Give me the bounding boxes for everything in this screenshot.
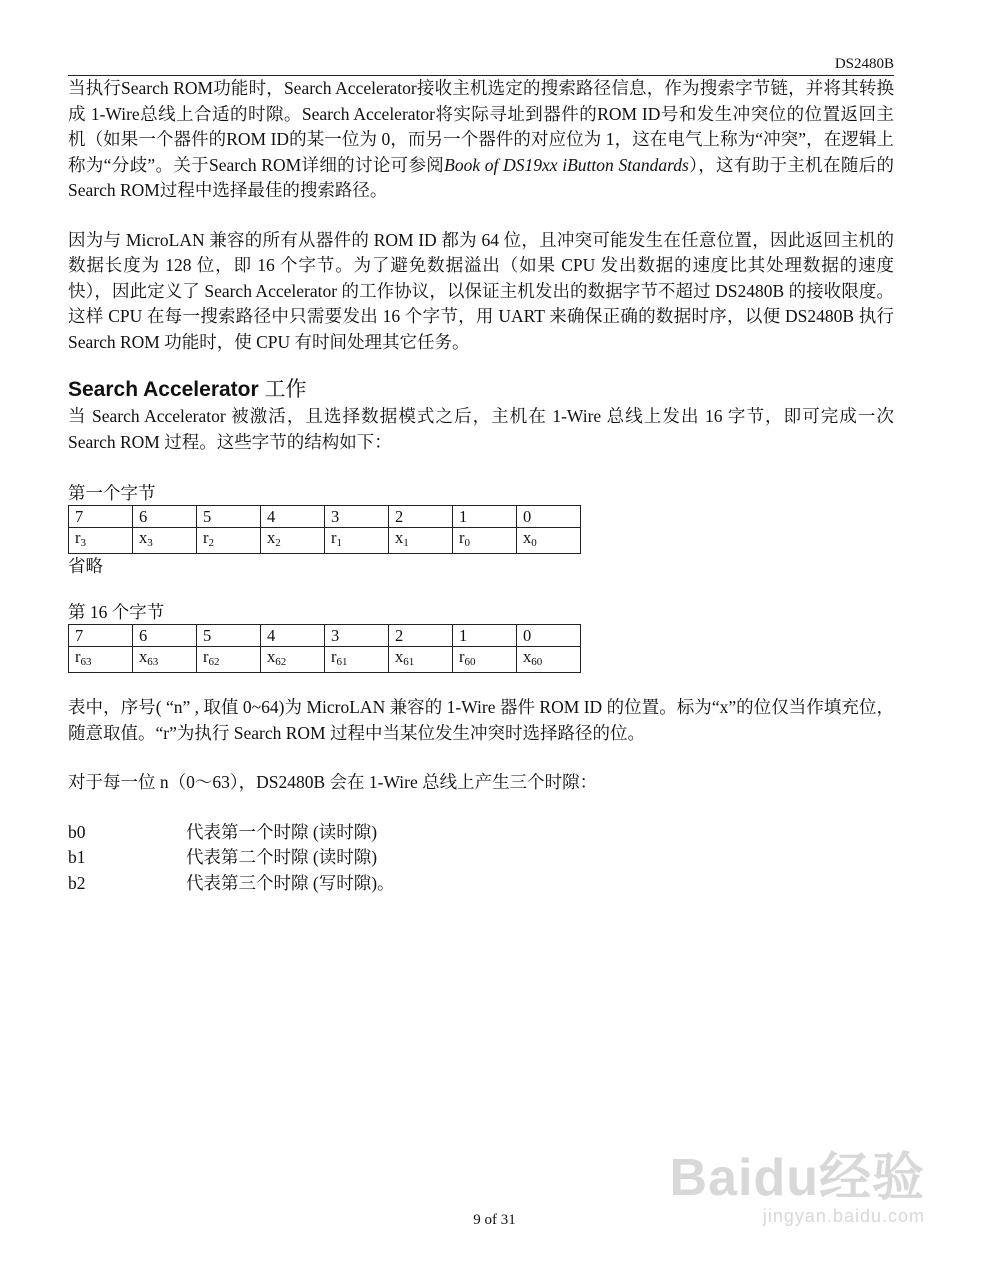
timeslot-key: b1 (68, 847, 86, 867)
bit-header-cell: 1 (453, 625, 517, 647)
timeslot-key: b2 (68, 872, 86, 893)
page-header (68, 56, 894, 76)
paragraph-search-rom (68, 76, 894, 204)
bit-index: 62 (275, 656, 287, 668)
bit-letter: r (459, 528, 465, 547)
bit-header-cell: 0 (517, 625, 581, 647)
bit-header-cell: 7 (69, 625, 133, 647)
bit-header-cell: 7 (69, 506, 133, 528)
bit-value-cell (197, 528, 261, 554)
bit-index: 61 (336, 656, 348, 668)
timeslot-list (68, 820, 894, 897)
bit-index: 60 (464, 656, 476, 668)
bit-header-cell: 4 (261, 506, 325, 528)
bit-value-cell (69, 647, 133, 673)
bit-header-cell: 6 (133, 506, 197, 528)
doc-id: DS2480B (834, 56, 894, 72)
bit-value-cell (517, 647, 581, 673)
bit-letter: r (203, 528, 209, 547)
bit-index: 60 (531, 656, 543, 668)
bit-letter: r (331, 528, 337, 547)
section-title-en: Search Accelerator (68, 378, 259, 401)
book-title: Book of DS19xx iButton Standards (444, 154, 689, 175)
bit-header-cell: 5 (197, 506, 261, 528)
bit-header-cell: 6 (133, 625, 197, 647)
bit-value-cell (133, 528, 197, 554)
bit-index: 1 (403, 537, 409, 549)
bit-value-cell (261, 528, 325, 554)
timeslot-row (68, 820, 894, 846)
bit-index: 1 (336, 537, 342, 549)
page-number: 9 of 31 (473, 1212, 516, 1228)
bit-value-cell (389, 647, 453, 673)
bit-header-cell: 5 (197, 625, 261, 647)
bit-header-cell: 3 (325, 506, 389, 528)
bit-letter: x (139, 528, 148, 547)
bit-letter: x (523, 528, 532, 547)
bit-letter: x (395, 647, 404, 666)
sixteenth-byte-table (68, 624, 581, 673)
watermark-url: jingyan.baidu.com (762, 1206, 925, 1226)
page-footer (0, 1212, 989, 1229)
timeslot-desc: 代表第一个时隙 (读时隙) (186, 821, 378, 842)
bit-header-cell: 2 (389, 506, 453, 528)
bit-value-cell (133, 647, 197, 673)
bit-index: 3 (147, 537, 153, 549)
bit-index: 2 (275, 537, 281, 549)
bit-index: 2 (208, 537, 214, 549)
bit-value-cell (197, 647, 261, 673)
bit-letter: x (139, 647, 148, 666)
p1-text: 当执行Search ROM功能时，Search Accelerator接收主机选定的搜索路径信息，作为搜索字节链，并将其转换成 1-Wire总线上合适的时隙。Search Accelerator将实际寻址到器件的ROM ID号和发生冲突位的位置返回主机（如果一个器件的ROM ID的某一位为 0，而另一个器件的对应位为 1，这在电气上称为“冲突”，在逻辑上称为“分歧”。关于Search ROM详细的讨论可参阅 (68, 78, 894, 175)
p1-end-text: ），这有助于主机在随后的Search ROM过程中选择最佳的搜索路径。 (68, 154, 894, 200)
section-title-cn: 工作 (264, 377, 307, 401)
paragraph-table-notes: 表中，序号( “n” , 取值 0~64)为 MicroLAN 兼容的 1-Wire 器件 ROM ID 的位置。标为“x”的位仅当作填充位，随意取值。“r”为执行 Search ROM 过程中当某位发生冲突时选择路径的位。 (68, 697, 894, 743)
bit-letter: r (203, 647, 209, 666)
bit-index: 0 (464, 537, 470, 549)
timeslot-row (68, 871, 894, 897)
bit-value-cell (325, 647, 389, 673)
bit-letter: r (459, 647, 465, 666)
bit-index: 0 (531, 537, 537, 549)
paragraph-timeslots-intro: 对于每一位 n（0～63），DS2480B 会在 1-Wire 总线上产生三个时隙： (68, 772, 598, 792)
bit-index: 61 (403, 656, 415, 668)
section-title (68, 375, 894, 404)
bit-index: 63 (80, 656, 92, 668)
bit-value-cell (69, 528, 133, 554)
bit-value-cell (325, 528, 389, 554)
timeslot-row (68, 845, 894, 871)
bit-value-cell (389, 528, 453, 554)
bit-header-cell: 0 (517, 506, 581, 528)
bit-index: 63 (147, 656, 159, 668)
bit-value-cell (517, 528, 581, 554)
document-body (68, 76, 894, 896)
paragraph-microlan: 因为与 MicroLAN 兼容的所有从器件的 ROM ID 都为 64 位，且冲突可能发生在任意位置，因此返回主机的数据长度为 128 位，即 16 个字节。为了避免数据溢出（如果 CPU 发出数据的速度比其处理数据的速度快），因此定义了 Search Accelerator 的工作协议，以保证主机发出的数据字节不超过 DS2480B 的接收限度。这样 CPU 在每一搜索路径中只需要发出 16 个字节，用 UART 来确保正确的数据时序，以便 DS2480B 执行 Search ROM 功能时，使 CPU 有时间处理其它任务。 (68, 229, 894, 352)
timeslot-desc: 代表第二个时隙 (读时隙) (186, 847, 378, 867)
bit-letter: x (523, 647, 532, 666)
bit-index: 3 (80, 537, 86, 549)
bit-letter: x (267, 528, 276, 547)
bit-value-cell (261, 647, 325, 673)
bit-index: 62 (208, 656, 220, 668)
table1-caption: 第一个字节 (68, 483, 156, 503)
bit-letter: x (267, 647, 276, 666)
bit-value-cell (453, 528, 517, 554)
bit-letter: x (395, 528, 404, 547)
table2-caption: 第 16 个字节 (68, 602, 165, 622)
first-byte-table (68, 505, 581, 554)
bit-value-cell (453, 647, 517, 673)
bit-letter: r (331, 647, 337, 666)
bit-header-cell: 2 (389, 625, 453, 647)
watermark-brand: Baidu经验 (669, 1149, 925, 1207)
timeslot-key: b0 (68, 821, 86, 842)
bit-letter: r (75, 647, 81, 666)
bit-header-cell: 3 (325, 625, 389, 647)
timeslot-desc: 代表第三个时隙 (写时隙)。 (186, 872, 395, 893)
bit-letter: r (75, 528, 81, 547)
table1-note: 省略 (68, 556, 103, 576)
paragraph-activation: 当 Search Accelerator 被激活，且选择数据模式之后，主机在 1-Wire 总线上发出 16 字节，即可完成一次 Search ROM 过程。这些字节的结构如下： (68, 406, 894, 452)
bit-header-cell: 1 (453, 506, 517, 528)
bit-header-cell: 4 (261, 625, 325, 647)
